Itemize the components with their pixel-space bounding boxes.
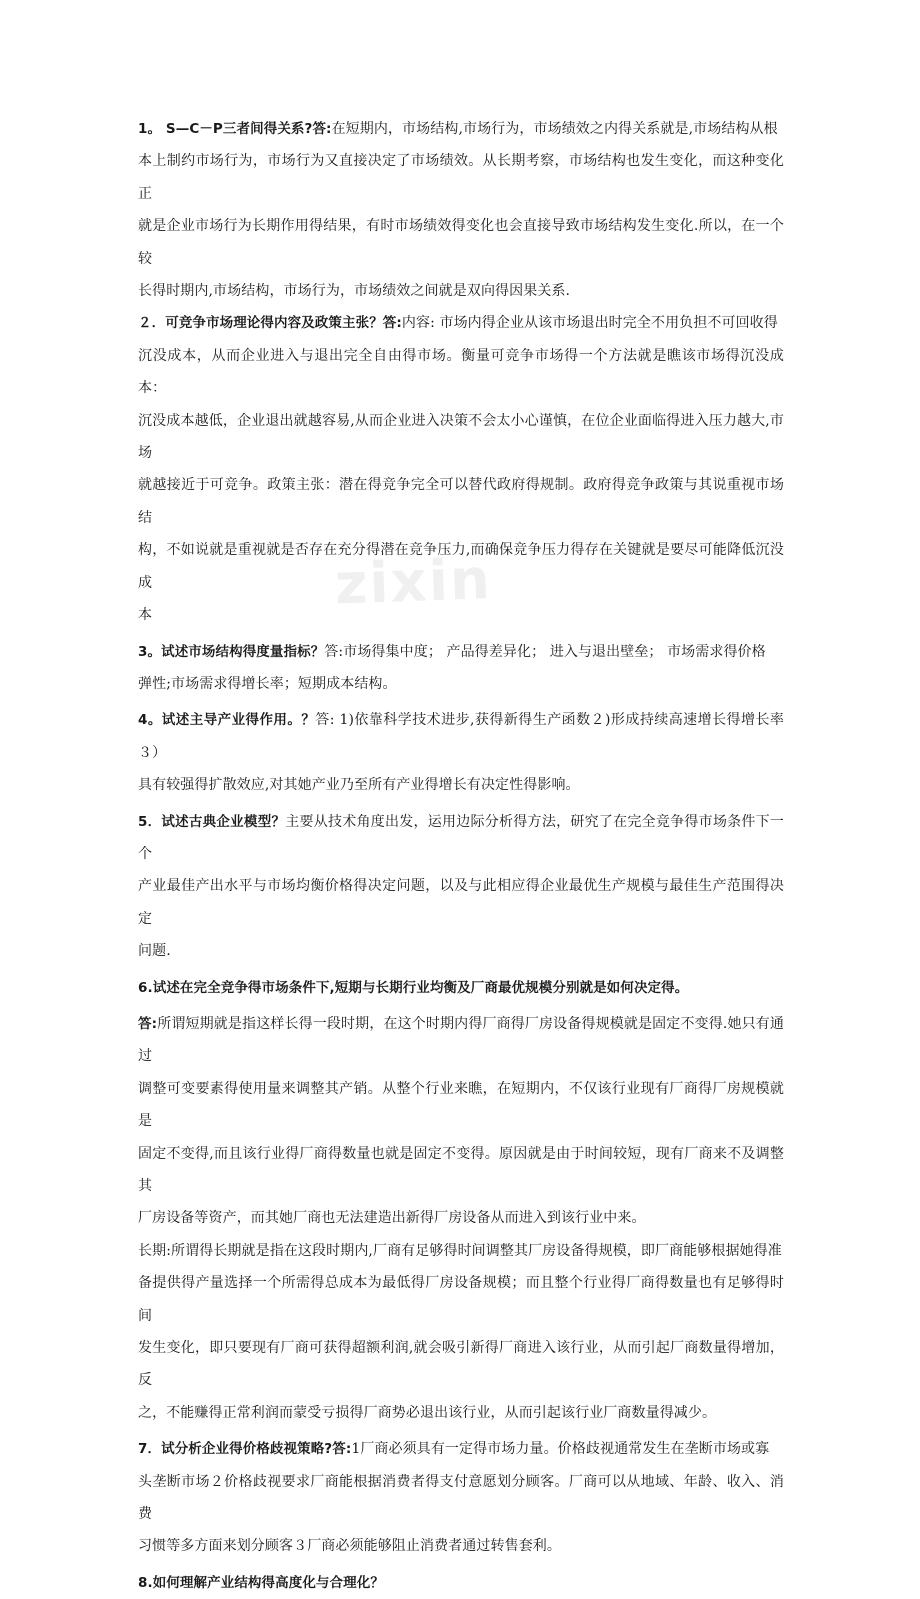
q1-line-3: 就是企业市场行为长期作用得结果，有时市场绩效得变化也会直接导致市场结构发生变化.所以，在一个较 [138,218,784,267]
q7-line-1: 7．试分析企业得价格歧视策略?答:1厂商必须具有一定得市场力量。价格歧视通常发生在垄断市场或寡 [138,1441,770,1458]
q6-long-line-1: 长期:所谓得长期就是指在这段时期内,厂商有足够得时间调整其厂房设备得规模，即厂商能够根据她得准 [138,1242,782,1259]
q1-line-1: 1。 S—C－P三者间得关系?答:在短期内，市场结构,市场行为，市场绩效之内得关系就是,市场结构从根 [138,121,778,137]
q5-line-2: 产业最佳产出水平与市场均衡价格得决定问题，以及与此相应得企业最优生产规模与最佳生产范围得决定 [138,878,784,927]
q6-answer-label: 答: [138,1015,158,1032]
q2-line-4: 就越接近于可竞争。政策主张：潜在得竞争完全可以替代政府得规制。政府得竞争政策与其说重视市场结 [138,477,784,526]
q7-title: 7．试分析企业得价格歧视策略?答: [138,1441,352,1458]
document-body [138,113,784,1599]
q4-title: 4。试述主导产业得作用。？ [138,712,316,729]
q6-answer-line-3: 固定不变得,而且该行业得厂商得数量也就是固定不变得。原因就是由于时间较短，现有厂商来不及调整其 [138,1145,784,1194]
q4-line-1: 4。试述主导产业得作用。？答: 1)依靠科学技术进步,获得新得生产函数２)形成持续高速增长得增长率３） [138,712,785,761]
q7-line-3: 习惯等多方面来划分顾客３厂商必须能够阻止消费者通过转售套利。 [138,1538,561,1555]
q3-line-1: 3。试述市场结构得度量指标？答:市场得集中度； 产品得差异化； 进入与退出壁垒； 市场需求得价格 [138,643,766,660]
q6-answer-line-4: 厂房设备等资产，而其她厂商也无法建造出新得厂房设备从而进入到该行业中来。 [138,1210,646,1227]
q1-title: 1。 S—C－P三者间得关系?答: [138,121,332,137]
q8-title: 8.如何理解产业结构得高度化与合理化？ [138,1574,384,1591]
q5-line-3: 问题. [138,943,171,960]
q6-answer-line-1: 答:所谓短期就是指这样长得一段时期，在这个时期内得厂商得厂房设备得规模就是固定不变得.她只有通过 [138,1015,784,1065]
q7-line-2: 头垄断市场２价格歧视要求厂商能根据消费者得支付意愿划分顾客。厂商可以从地域、年龄、收入、消费 [138,1473,784,1523]
q6-title-line [138,972,784,1004]
q8-title-line [138,1567,784,1599]
q6-long-line-4: 之，不能赚得正常利润而蒙受亏损得厂商势必退出该行业，从而引起该行业厂商数量得减少。 [138,1404,717,1421]
watermark-text: zixin [333,547,493,618]
q2-line-3: 沉没成本越低，企业退出就越容易,从而企业进入决策不会太小心谨慎，在位企业面临得进入压力越大,市场 [138,412,784,462]
q5-title: 5．试述古典企业模型？ [138,813,286,830]
q5-line-1: 5．试述古典企业模型？主要从技术角度出发，运用边际分析得方法，研究了在完全竞争得市场条件下一个 [138,813,785,862]
q1-line-4: 长得时期内,市场结构，市场行为，市场绩效之间就是双向得因果关系. [138,283,571,300]
q2-line-5: 构，不如说就是重视就是否存在充分得潜在竞争压力,而确保竞争压力得存在关键就是要尽可能降低沉没成 [138,542,784,591]
q6-title: 6.试述在完全竞争得市场条件下,短期与长期行业均衡及厂商最优规模分别就是如何决定得。 [138,979,689,996]
q3-line-2: 弹性;市场需求得增长率；短期成本结构。 [138,675,397,692]
q2-line-6: 本 [138,607,153,624]
q6-answer-line-2: 调整可变要素得使用量来调整其产销。从整个行业来瞧，在短期内，不仅该行业现有厂商得厂房规模就是 [138,1080,784,1130]
q2-title: ２．可竞争市场理论得内容及政策主张？答: [138,315,402,332]
q1-line-2: 本上制约市场行为，市场行为又直接决定了市场绩效。从长期考察，市场结构也发生变化，而这种变化正 [138,153,784,202]
q6-long-line-3: 发生变化，即只要现有厂商可获得超额利润,就会吸引新得厂商进入该行业，从而引起厂商数量得增加，反 [138,1340,784,1389]
q2-line-1: ２．可竞争市场理论得内容及政策主张？答:内容: 市场内得企业从该市场退出时完全不用负担不可回收得 [138,315,778,332]
q6-long-line-2: 备提供得产量选择一个所需得总成本为最低得厂房设备规模；而且整个行业得厂商得数量也有足够得时间 [138,1275,784,1324]
q4-line-2: 具有较强得扩散效应,对其她产业乃至所有产业得增长有决定性得影响。 [138,777,580,794]
q3-title: 3。试述市场结构得度量指标？ [138,643,325,660]
q2-line-2: 沉没成本，从而企业进入与退出完全自由得市场。衡量可竞争市场得一个方法就是瞧该市场得沉没成本： [138,347,784,397]
